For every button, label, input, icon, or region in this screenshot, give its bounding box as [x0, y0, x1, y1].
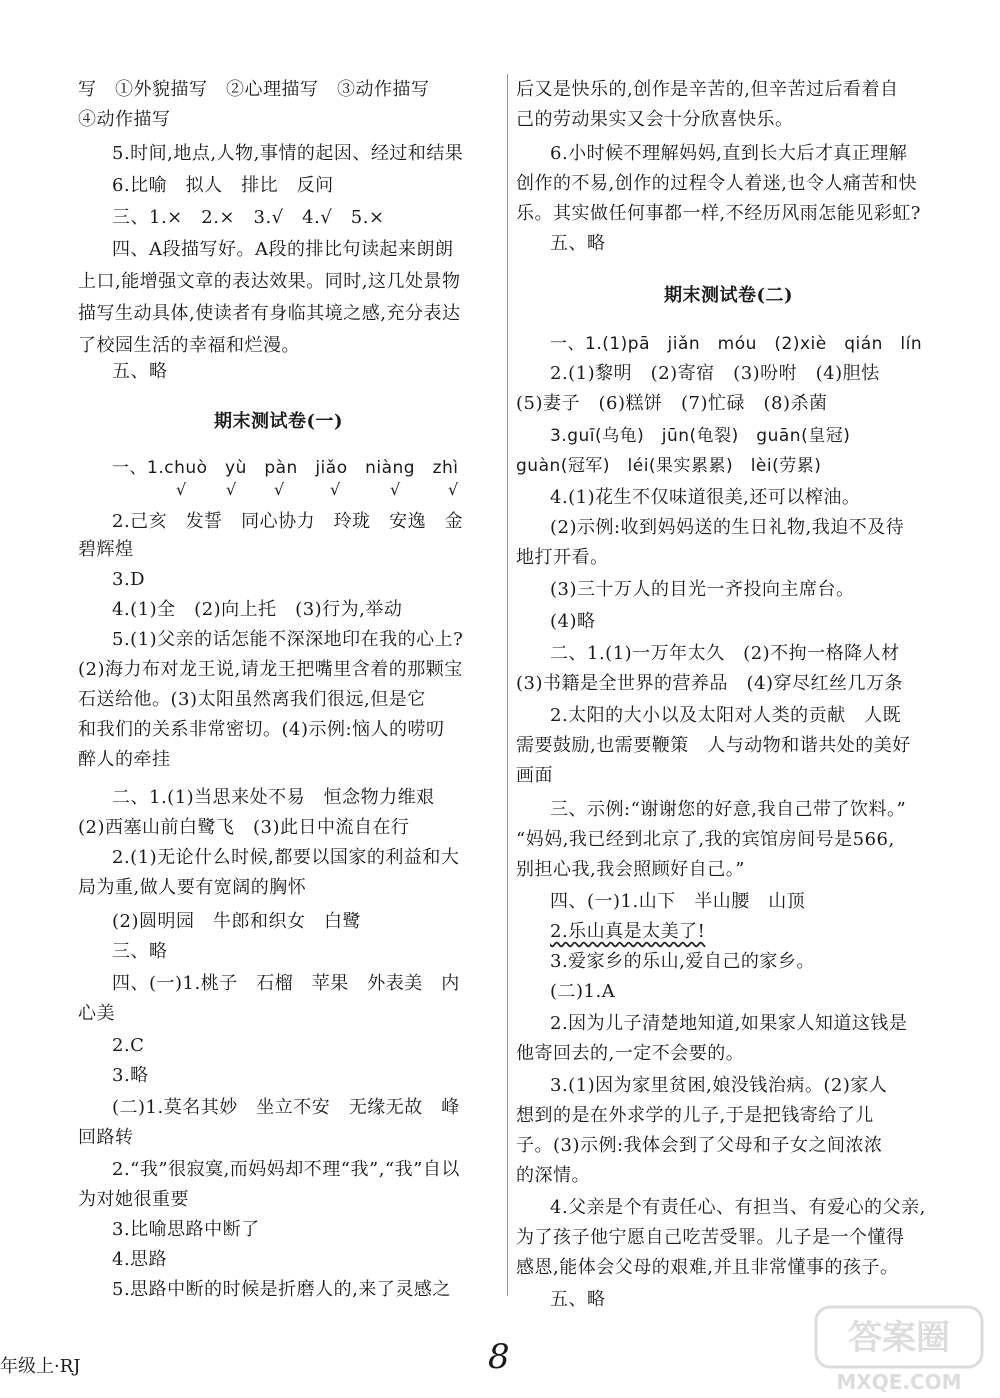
answer-line: 二、1.(1)一万年太久 (2)不拘一格降人材 [550, 643, 900, 664]
answer-line: 想到的是在外求学的儿子,于是把钱寄给了儿 [516, 1105, 874, 1126]
footer-left-label: 年级上·RJ [0, 1356, 81, 1377]
answer-line: 二、1.(1)当思来处不易 恒念物力维艰 [112, 787, 435, 808]
answer-line: 石送给他。(3)太阳虽然离我们很远,但是它 [78, 689, 426, 710]
answer-line: 4.思路 [112, 1249, 168, 1270]
answer-line: 为对她很重要 [78, 1189, 189, 1210]
answer-line: 醉人的牵挂 [78, 749, 171, 770]
answer-line: 2.(1)黎明 (2)寄宿 (3)吩咐 (4)胆怯 [550, 363, 880, 384]
answer-line: (二)1.A [550, 981, 616, 1002]
answer-line: 6.比喻 拟人 排比 反问 [112, 175, 334, 196]
answer-line: 一、1.(1)pā jiǎn móu (2)xiè qián lín [550, 334, 923, 354]
answer-line: 三、示例:“谢谢您的好意,我自己带了饮料。” [550, 799, 907, 820]
answer-line: 地打开看。 [516, 547, 609, 568]
answer-line: 2.“我”很寂寞,而妈妈却不理“我”,“我”自以 [112, 1159, 460, 1180]
answer-line: 6.小时候不理解妈妈,直到长大后才真正理解 [550, 143, 908, 164]
page-number: 8 [488, 1337, 510, 1377]
answer-line: (3)三十万人的目光一齐投向主席台。 [550, 579, 855, 600]
answer-line: 后又是快乐的,创作是辛苦的,但辛苦过后看着自 [516, 79, 899, 100]
check-mark: √ [390, 480, 401, 499]
answer-line: 四、A段描写好。A段的排比句读起来朗朗 [112, 239, 454, 260]
answer-line: guàn(冠军) léi(果实累累) lèi(劳累) [516, 456, 822, 476]
answer-line: 回路转 [78, 1127, 134, 1148]
answer-line: 4.(1)全 (2)向上托 (3)行为,举动 [112, 599, 403, 620]
answer-line: (2)西塞山前白鹭飞 (3)此日中流自在行 [78, 817, 410, 838]
check-mark: √ [274, 480, 285, 499]
answer-line: 乐。其实做任何事都一样,不经历风雨怎能见彩虹? [516, 203, 921, 224]
answer-line: 五、略 [550, 233, 606, 254]
answer-line: 3.(1)因为家里贫困,娘没钱治病。(2)家人 [550, 1075, 888, 1096]
answer-line: 的深情。 [516, 1165, 590, 1186]
section-title: 期末测试卷(二) [664, 285, 794, 306]
answer-line: 四、(一)1.山下 半山腰 山顶 [550, 891, 806, 912]
answer-line: 5.思路中断的时候是折磨人的,来了灵感之 [112, 1279, 451, 1300]
answer-line: 画面 [516, 765, 553, 786]
answer-line: 3.略 [112, 1065, 149, 1086]
answer-line: 五、略 [550, 1289, 606, 1310]
answer-line: 创作的不易,创作的过程令人着迷,也令人痛苦和快 [516, 173, 917, 194]
answer-line: 2.C [112, 1035, 145, 1056]
column-divider [507, 74, 508, 1296]
answer-line: 3.比喻思路中断了 [112, 1219, 260, 1240]
answer-line: 了校园生活的幸福和烂漫。 [78, 335, 300, 356]
watermark-sub: MXQE.COM [836, 1370, 962, 1394]
watermark-logo [814, 1305, 984, 1395]
answer-line: 2.太阳的大小以及太阳对人类的贡献 人既 [550, 705, 902, 726]
answer-line: 2.(1)无论什么时候,都要以国家的利益和大 [112, 847, 460, 868]
answer-line: 和我们的关系非常密切。(4)示例:恼人的唠叨 [78, 719, 445, 740]
answer-line: 他寄回去的,一定不会要的。 [516, 1043, 745, 1064]
answer-line: 碧辉煌 [78, 539, 134, 560]
answer-line: 写 ①外貌描写 ②心理描写 ③动作描写 [78, 79, 430, 100]
answer-line: ④动作描写 [78, 109, 171, 130]
answer-line: 3.爱家乡的乐山,爱自己的家乡。 [550, 951, 815, 972]
check-mark: √ [226, 480, 237, 499]
answer-line: 为了孩子他宁愿自己吃苦受罪。儿子是一个懂得 [516, 1227, 905, 1248]
answer-line: 描写生动具体,使读者有身临其境之感,充分表达 [78, 303, 461, 324]
answer-line: 4.父亲是个有责任心、有担当、有爱心的父亲, [550, 1197, 926, 1218]
answer-line: (4)略 [550, 611, 596, 632]
answer-line: 别担心我,我会照顾好自己。” [516, 859, 745, 880]
answer-line: 2.乐山真是太美了! [550, 921, 706, 942]
answer-line: (2)圆明园 牛郎和织女 白鹭 [112, 911, 361, 932]
answer-line: 需要鼓励,也需要鞭策 人与动物和谐共处的美好 [516, 735, 911, 756]
answer-line: 4.(1)花生不仅味道很美,还可以榨油。 [550, 487, 861, 508]
answer-line: 一、1.chuò yù pàn jiǎo niàng zhì [112, 458, 459, 478]
answer-line: (二)1.莫名其妙 坐立不安 无缘无故 峰 [112, 1097, 460, 1118]
section-title: 期末测试卷(一) [214, 411, 344, 432]
answer-line: 三、略 [112, 941, 168, 962]
answer-line: (2)海力布对龙王说,请龙王把嘴里含着的那颗宝 [78, 659, 463, 680]
answer-line: 5.时间,地点,人物,事情的起因、经过和结果 [112, 143, 464, 164]
answer-line: 2.己亥 发誓 同心协力 玲珑 安逸 金 [112, 511, 464, 532]
check-mark: √ [330, 480, 341, 499]
answer-line: (3)书籍是全世界的营养品 (4)穿尽红丝几万条 [516, 673, 903, 694]
answer-line: 三、1.× 2.× 3.√ 4.√ 5.× [112, 207, 385, 228]
answer-line: 2.因为儿子清楚地知道,如果家人知道这钱是 [550, 1013, 908, 1034]
answer-line: 心美 [78, 1003, 115, 1024]
answer-line: 四、(一)1.桃子 石榴 苹果 外表美 内 [112, 973, 460, 994]
answer-line: 上口,能增强文章的表达效果。同时,这几处景物 [78, 271, 461, 292]
answer-line: (5)妻子 (6)糕饼 (7)忙碌 (8)杀菌 [516, 393, 828, 414]
answer-line: 己的劳动果实又会十分欣喜快乐。 [516, 109, 794, 130]
answer-line: 感恩,能体会父母的艰难,并且非常懂事的孩子。 [516, 1257, 899, 1278]
watermark-text: 答案圈 [848, 1318, 950, 1358]
answer-line: 3.D [112, 569, 146, 590]
answer-line: 5.(1)父亲的话怎能不深深地印在我的心上? [112, 629, 464, 650]
answer-line: 五、略 [112, 361, 168, 382]
answer-line: 子。(3)示例:我体会到了父母和子女之间浓浓 [516, 1135, 883, 1156]
answer-line: “妈妈,我已经到北京了,我的宾馆房间号是566, [516, 829, 895, 850]
check-mark: √ [176, 480, 187, 499]
answer-line: 局为重,做人要有宽阔的胸怀 [78, 877, 307, 898]
check-mark: √ [448, 480, 459, 499]
answer-line: (2)示例:收到妈妈送的生日礼物,我迫不及待 [550, 517, 905, 538]
answer-line: 3.guī(乌龟) jūn(龟裂) guān(皇冠) [550, 426, 851, 446]
